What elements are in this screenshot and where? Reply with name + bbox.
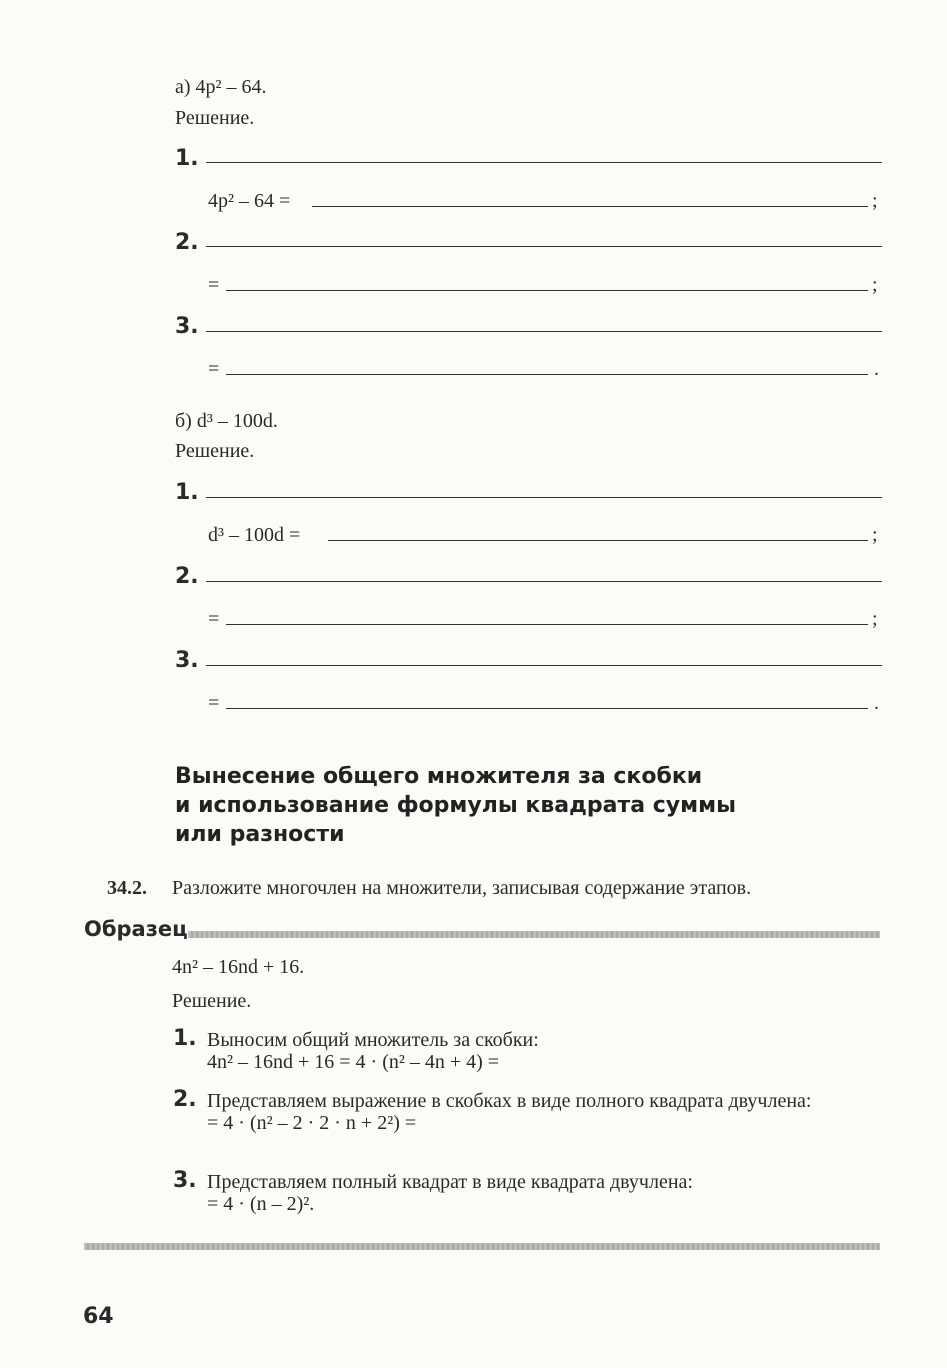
example-bottom-divider xyxy=(84,1243,880,1250)
example-step-3-formula: = 4 · (n – 2)². xyxy=(207,1193,315,1215)
part-a-step-2-result-line[interactable] xyxy=(226,290,868,291)
part-a-expression: 4p² – 64 = xyxy=(208,190,291,212)
part-a-step-2-number: 2. xyxy=(175,230,199,255)
example-step-1-number: 1. xyxy=(173,1026,197,1051)
part-b-expression: d³ – 100d = xyxy=(208,524,301,546)
example-step-2-text: Представляем выражение в скобках в виде полного квадрата двучлена: xyxy=(207,1090,812,1112)
part-b-semicolon-1: ; xyxy=(872,524,878,546)
part-a-semicolon-2: ; xyxy=(872,274,878,296)
example-step-2 xyxy=(207,1090,879,1134)
example-label: Образец xyxy=(84,917,188,941)
page-number: 64 xyxy=(83,1304,114,1329)
part-a-period: . xyxy=(874,358,879,380)
part-b-equals-2: = xyxy=(208,608,220,630)
example-step-1-text: Выносим общий множитель за скобки: xyxy=(207,1029,539,1051)
task-number: 34.2. xyxy=(107,877,147,899)
part-a-label: а) 4p² – 64. xyxy=(175,76,267,98)
part-b-step-2-answer-line[interactable] xyxy=(206,581,882,582)
part-b-step-1-number: 1. xyxy=(175,480,199,505)
part-a-step-1-result-line[interactable] xyxy=(312,206,868,207)
part-a-step-3-answer-line[interactable] xyxy=(206,331,882,332)
part-a-equals-2: = xyxy=(208,274,220,296)
section-heading-line-2: и использование формулы квадрата суммы xyxy=(175,793,736,818)
part-a-semicolon-1: ; xyxy=(872,190,878,212)
section-heading-line-1: Вынесение общего множителя за скобки xyxy=(175,764,703,789)
part-b-period: . xyxy=(874,692,879,714)
part-b-solution-label: Решение. xyxy=(175,440,255,462)
part-b-step-2-number: 2. xyxy=(175,564,199,589)
part-b-equals-3: = xyxy=(208,692,220,714)
part-a-solution-label: Решение. xyxy=(175,107,255,129)
part-b-step-2-result-line[interactable] xyxy=(226,624,868,625)
part-b-step-3-answer-line[interactable] xyxy=(206,665,882,666)
example-step-3 xyxy=(207,1171,879,1215)
part-b-step-1-answer-line[interactable] xyxy=(206,497,882,498)
part-b-label: б) d³ – 100d. xyxy=(175,410,278,432)
example-step-3-text: Представляем полный квадрат в виде квадрата двучлена: xyxy=(207,1171,693,1193)
part-a-step-2-answer-line[interactable] xyxy=(206,246,882,247)
part-a-equals-3: = xyxy=(208,358,220,380)
part-a-step-1-answer-line[interactable] xyxy=(206,162,882,163)
example-step-1 xyxy=(207,1029,879,1073)
example-top-divider xyxy=(188,931,880,938)
section-heading-line-3: или разности xyxy=(175,822,345,847)
part-b-step-3-number: 3. xyxy=(175,648,199,673)
part-a-step-3-result-line[interactable] xyxy=(226,374,868,375)
example-expression: 4n² – 16nd + 16. xyxy=(172,956,305,978)
task-text: Разложите многочлен на множители, записывая содержание этапов. xyxy=(172,877,752,899)
section-heading xyxy=(175,762,875,849)
example-solution-label: Решение. xyxy=(172,990,252,1012)
example-step-3-number: 3. xyxy=(173,1168,197,1193)
example-step-1-formula: 4n² – 16nd + 16 = 4 · (n² – 4n + 4) = xyxy=(207,1051,500,1073)
part-b-step-1-result-line[interactable] xyxy=(328,540,868,541)
part-b-step-3-result-line[interactable] xyxy=(226,708,868,709)
part-b-semicolon-2: ; xyxy=(872,608,878,630)
part-a-step-1-number: 1. xyxy=(175,146,199,171)
example-step-2-number: 2. xyxy=(173,1087,197,1112)
example-step-2-formula: = 4 · (n² – 2 · 2 · n + 2²) = xyxy=(207,1112,417,1134)
part-a-step-3-number: 3. xyxy=(175,314,199,339)
